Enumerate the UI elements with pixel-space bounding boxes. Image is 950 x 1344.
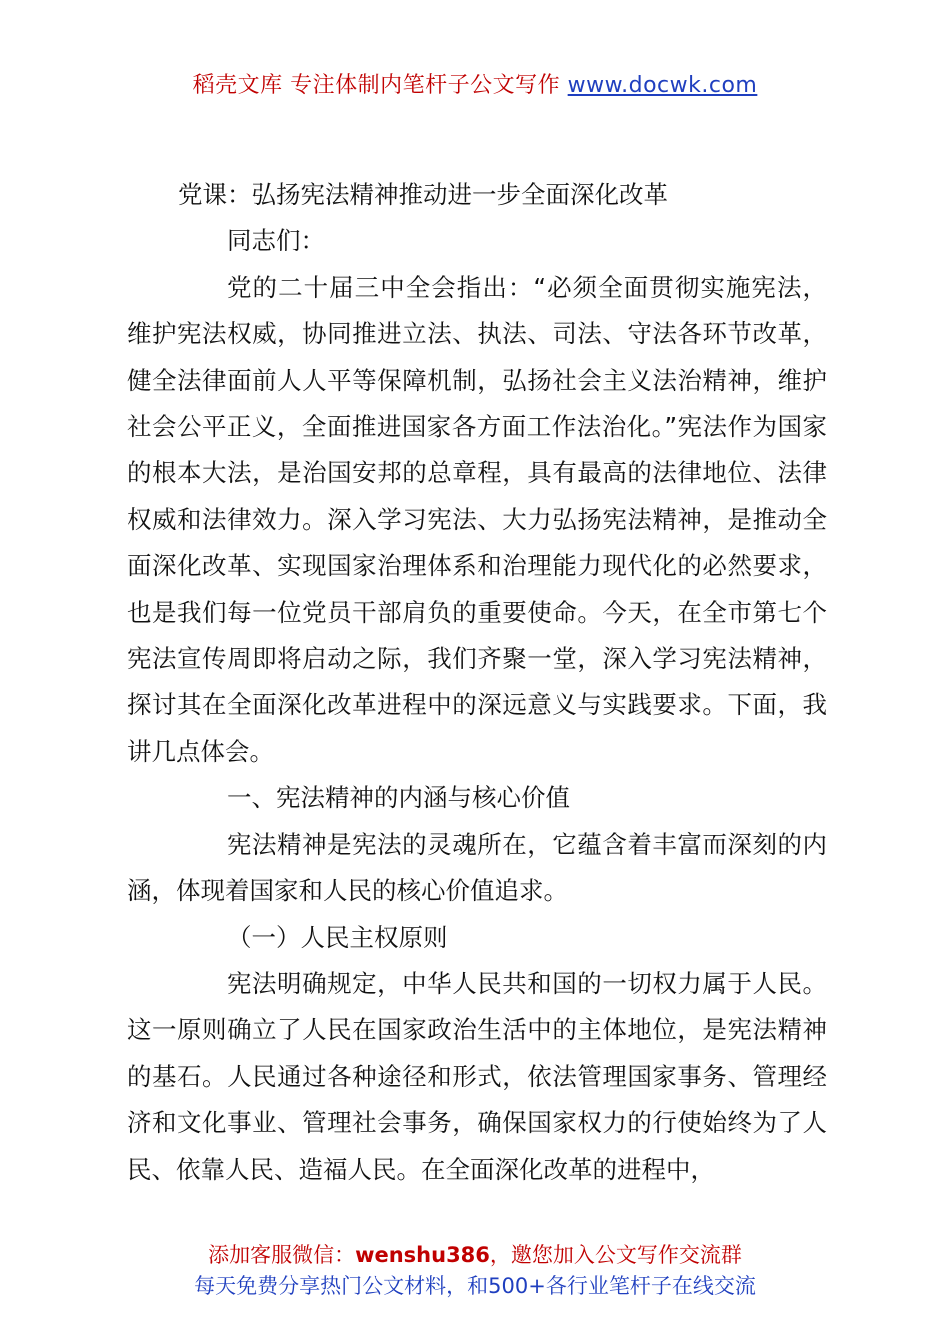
footer-tagline: 每天免费分享热门公文材料，和500+各行业笔杆子在线交流 xyxy=(194,1274,756,1298)
document-body xyxy=(127,172,827,1193)
salutation: 同志们： xyxy=(227,226,325,256)
page-footer xyxy=(0,1240,950,1302)
site-link[interactable]: www.docwk.com xyxy=(567,73,758,98)
document-title: 党课：弘扬宪法精神推动进一步全面深化改革 xyxy=(178,180,668,209)
paragraph: 宪法明确规定，中华人民共和国的一切权力属于人民。这一原则确立了人民在国家政治生活中的主体地位，是宪法精神的基石。人民通过各种途径和形式，依法管理国家事务、管理经济和文化事业、管理社会事务，确保国家权力的行使始终为了人民、依靠人民、造福人民。在全面深化改革的进程中， xyxy=(127,968,827,1184)
footer-contact xyxy=(0,1240,950,1271)
section-heading: 一、宪法精神的内涵与核心价值 xyxy=(227,783,570,813)
subsection-heading: （一）人民主权原则 xyxy=(227,922,448,952)
brand-slogan: 稻壳文库 专注体制内笔杆子公文写作 xyxy=(192,73,561,98)
footer-prefix: 添加客服微信： xyxy=(208,1243,356,1267)
page-header xyxy=(0,68,950,99)
paragraph: 宪法精神是宪法的灵魂所在，它蕴含着丰富而深刻的内涵，体现着国家和人民的核心价值追求。 xyxy=(127,829,827,906)
footer-suffix: ，邀您加入公文写作交流群 xyxy=(489,1243,742,1267)
wechat-id: wenshu386 xyxy=(355,1243,490,1267)
paragraph: 党的二十届三中全会指出：“必须全面贯彻实施宪法，维护宪法权威，协同推进立法、执法、司法、守法各环节改革，健全法律面前人人平等保障机制，弘扬社会主义法治精神，维护社会公平正义，全面推进国家各方面工作法治化。”宪法作为国家的根本大法，是治国安邦的总章程，具有最高的法律地位、法律权威和法律效力。深入学习宪法、大力弘扬宪法精神，是推动全面深化改革、实现国家治理体系和治理能力现代化的必然要求，也是我们每一位党员干部肩负的重要使命。今天，在全市第七个宪法宣传周即将启动之际，我们齐聚一堂，深入学习宪法精神，探讨其在全面深化改革进程中的深远意义与实践要求。下面，我讲几点体会。 xyxy=(127,272,827,766)
